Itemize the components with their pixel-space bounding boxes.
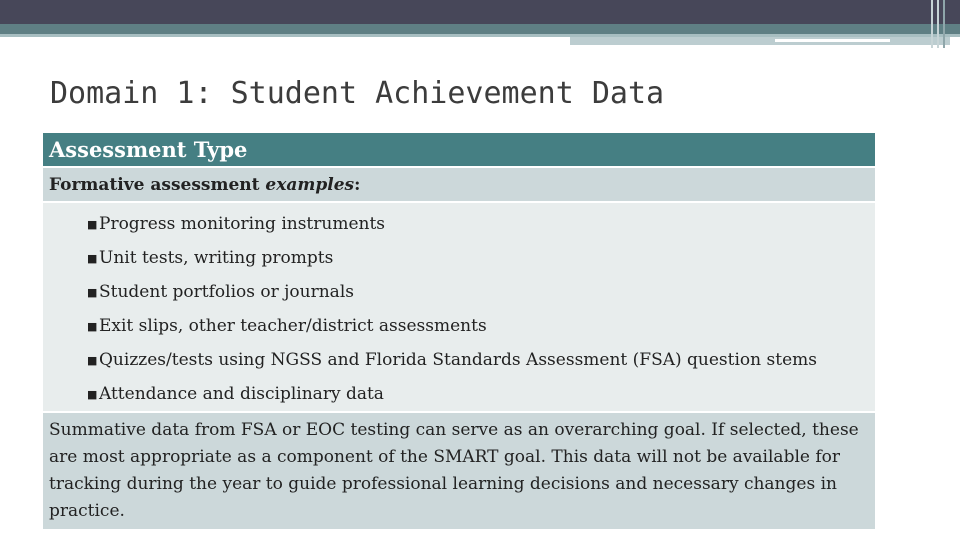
list-item-text: Unit tests, writing prompts [99, 248, 334, 268]
table-header-row [43, 133, 875, 167]
list-item-text: Quizzes/tests using NGSS and Florida Standards Assessment (FSA) question stems [99, 350, 817, 370]
decor-stripe-teal [0, 24, 960, 34]
list-item [87, 377, 875, 411]
decor-edge-line [931, 0, 933, 48]
table-row [43, 412, 875, 530]
examples-list [43, 203, 875, 411]
summative-note: Summative data from FSA or EOC testing can serve as an overarching goal. If selected, these are most appropriate as a component of the SMART goal. This data will not be available for tracking during the year to guide professional learning decisions and necessary changes in practice. [43, 412, 875, 530]
square-bullet-icon: ■ [87, 286, 98, 299]
assessment-table [43, 133, 875, 531]
table-row [43, 202, 875, 412]
list-item [87, 343, 875, 377]
table-row [43, 167, 875, 202]
slide-title: Domain 1: Student Achievement Data [50, 76, 665, 111]
list-item-text: Student portfolios or journals [99, 282, 354, 302]
list-item [87, 241, 875, 275]
list-item [87, 275, 875, 309]
formative-heading-emphasis: examples [265, 174, 355, 195]
square-bullet-icon: ■ [87, 252, 98, 265]
square-bullet-icon: ■ [87, 320, 98, 333]
list-item-text: Progress monitoring instruments [99, 214, 386, 234]
table-header: Assessment Type [43, 133, 875, 167]
list-item-text: Attendance and disciplinary data [99, 384, 384, 404]
decor-stripe-right [570, 37, 950, 45]
square-bullet-icon: ■ [87, 354, 98, 367]
list-item-text: Exit slips, other teacher/district assessments [99, 316, 487, 336]
list-item [87, 207, 875, 241]
formative-heading [43, 167, 875, 202]
list-item [87, 309, 875, 343]
decor-stripe-highlight [775, 39, 890, 42]
decor-edge-line [937, 0, 939, 48]
square-bullet-icon: ■ [87, 388, 98, 401]
square-bullet-icon: ■ [87, 218, 98, 231]
decor-edge-line [943, 0, 945, 48]
examples-cell [43, 202, 875, 412]
top-decor-bar [0, 0, 960, 24]
formative-heading-text: Formative assessment [49, 174, 266, 195]
formative-heading-colon: : [354, 174, 361, 195]
